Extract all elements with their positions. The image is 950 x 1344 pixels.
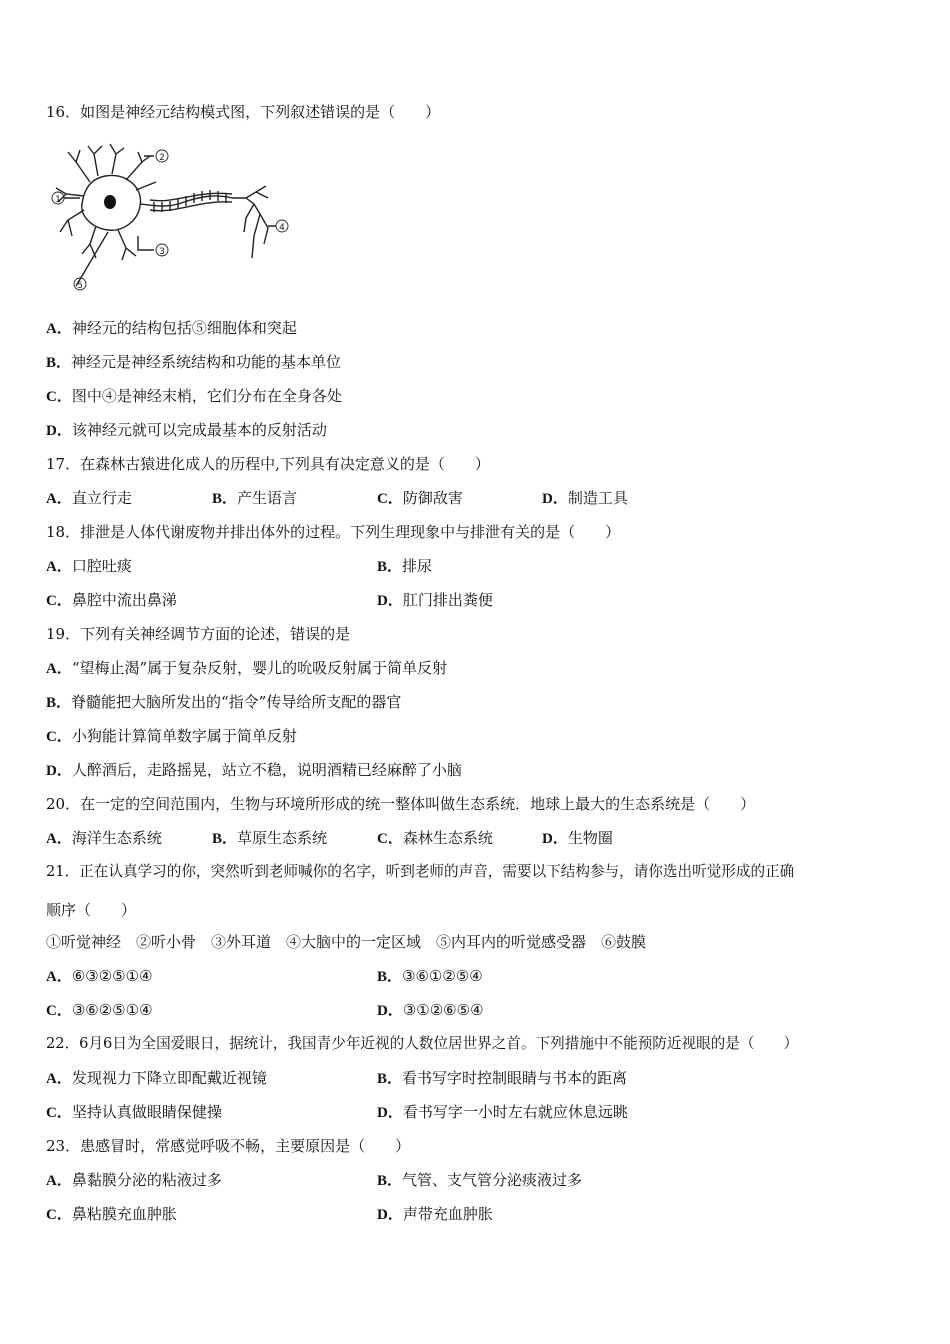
figure-label-4: 4 bbox=[279, 223, 285, 233]
myelin-sheath bbox=[150, 190, 232, 212]
q21-option-d: D．③①②⑥⑤④ bbox=[377, 1001, 484, 1019]
q20-option-a: A．海洋生态系统 bbox=[46, 829, 162, 847]
nucleus bbox=[104, 195, 116, 209]
q23-option-d: D．声带充血肿胀 bbox=[377, 1205, 493, 1223]
q16-stem: 16．如图是神经元结构模式图，下列叙述错误的是（ ） bbox=[46, 103, 441, 121]
nerve-endings bbox=[232, 186, 268, 258]
q20-stem: 20．在一定的空间范围内，生物与环境所形成的统一整体叫做生态系统．地球上最大的生态系统是（ ） bbox=[46, 795, 756, 813]
q19-option-c: C．小狗能计算简单数字属于简单反射 bbox=[46, 727, 297, 745]
q23-option-c: C．鼻粘膜充血肿胀 bbox=[46, 1205, 177, 1223]
q16-option-c: C．图中④是神经末梢，它们分布在全身各处 bbox=[46, 387, 342, 405]
q21-option-b: B．③⑥①②⑤④ bbox=[377, 967, 483, 985]
q21-structures: ①听觉神经 ②听小骨 ③外耳道 ④大脑中的一定区域 ⑤内耳内的听觉感受器 ⑥鼓膜 bbox=[46, 933, 647, 951]
q23-stem: 23．患感冒时，常感觉呼吸不畅，主要原因是（ ） bbox=[46, 1137, 411, 1155]
q18-option-d: D．肛门排出粪便 bbox=[377, 591, 493, 609]
q22-option-d: D．看书写字一小时左右就应休息远眺 bbox=[377, 1103, 628, 1121]
q16-option-d: D．该神经元就可以完成最基本的反射活动 bbox=[46, 421, 327, 439]
q17-stem: 17．在森林古猿进化成人的历程中,下列具有决定意义的是（ ） bbox=[46, 455, 490, 473]
q22-option-b: B．看书写字时控制眼睛与书本的距离 bbox=[377, 1069, 628, 1087]
label-pointers bbox=[64, 156, 276, 286]
q20-option-c: C．森林生态系统 bbox=[377, 829, 493, 847]
q16-option-b: B．神经元是神经系统结构和功能的基本单位 bbox=[46, 353, 342, 371]
q19-option-b: B．脊髓能把大脑所发出的“指令”传导给所支配的器官 bbox=[46, 693, 402, 711]
neuron-drawing bbox=[56, 144, 276, 286]
q21-stem-line2: 顺序（ ） bbox=[46, 901, 137, 919]
q17-option-b: B．产生语言 bbox=[212, 489, 298, 507]
q20-option-b: B．草原生态系统 bbox=[212, 829, 328, 847]
q21-option-a: A．⑥③②⑤①④ bbox=[46, 967, 153, 985]
q23-option-b: B．气管、支气管分泌痰液过多 bbox=[377, 1171, 583, 1189]
q18-option-a: A．口腔吐痰 bbox=[46, 557, 132, 575]
q17-option-c: C．防御敌害 bbox=[377, 489, 463, 507]
q21-stem-line1: 21．正在认真学习的你，突然听到老师喊你的名字，听到老师的声音，需要以下结构参与，请你选出听觉形成的正确 bbox=[46, 863, 795, 880]
q19-stem: 19．下列有关神经调节方面的论述，错误的是 bbox=[46, 625, 351, 643]
q22-stem: 22．6月6日为全国爱眼日，据统计，我国青少年近视的人数位居世界之首。下列措施中不能预防近视眼的是（ ） bbox=[46, 1035, 799, 1052]
q18-stem: 18．排泄是人体代谢废物并排出体外的过程。下列生理现象中与排泄有关的是（ ） bbox=[46, 523, 621, 541]
figure-label-2: 2 bbox=[159, 153, 165, 163]
q23-option-a: A．鼻黏膜分泌的粘液过多 bbox=[46, 1171, 222, 1189]
q17-option-d: D．制造工具 bbox=[542, 489, 628, 507]
q17-option-a: A．直立行走 bbox=[46, 489, 132, 507]
q18-option-c: C．鼻腔中流出鼻涕 bbox=[46, 591, 177, 609]
q18-option-b: B．排尿 bbox=[377, 557, 433, 575]
figure-label-5: 5 bbox=[77, 281, 83, 291]
q20-option-d: D．生物圈 bbox=[542, 829, 613, 847]
q22-option-a: A．发现视力下降立即配戴近视镜 bbox=[46, 1069, 267, 1087]
q19-option-d: D．人醉酒后，走路摇晃，站立不稳，说明酒精已经麻醉了小脑 bbox=[46, 761, 462, 779]
neuron-figure bbox=[46, 140, 296, 300]
q19-option-a: A．“望梅止渴”属于复杂反射，婴儿的吮吸反射属于简单反射 bbox=[46, 659, 448, 677]
figure-label-1: 1 bbox=[55, 195, 61, 205]
q21-option-c: C．③⑥②⑤①④ bbox=[46, 1001, 153, 1019]
q16-option-a: A．神经元的结构包括⑤细胞体和突起 bbox=[46, 319, 297, 337]
q22-option-c: C．坚持认真做眼睛保健操 bbox=[46, 1103, 222, 1121]
figure-label-3: 3 bbox=[159, 247, 165, 257]
